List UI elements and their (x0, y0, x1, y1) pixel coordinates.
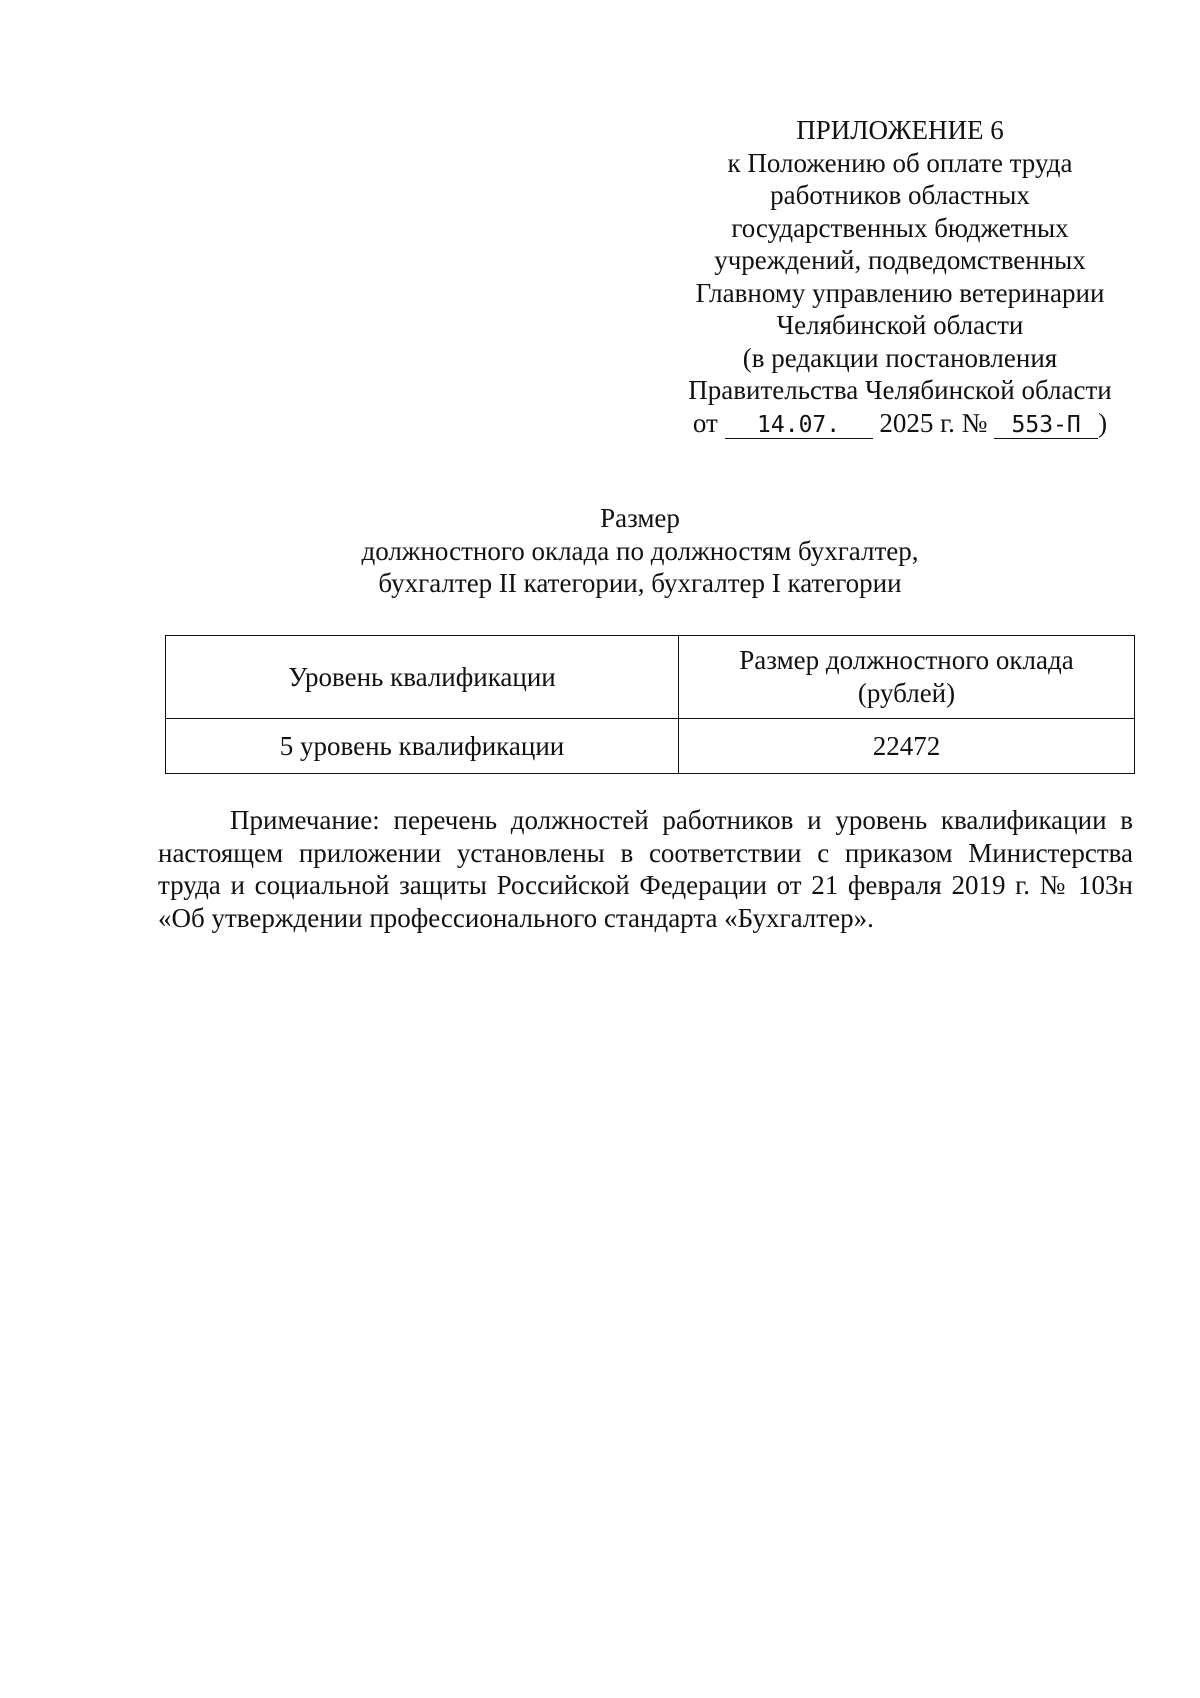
appendix-title: ПРИЛОЖЕНИЕ 6 (796, 115, 1004, 145)
appendix-line: Правительства Челябинской области (688, 375, 1112, 405)
header-salary-unit: (рублей) (857, 678, 956, 708)
header-qualification-level: Уровень квалификации (166, 636, 679, 719)
appendix-line: Челябинской области (776, 310, 1024, 340)
document-title (200, 502, 1080, 600)
appendix-line: (в редакции постановления (742, 342, 1058, 373)
header-salary (679, 636, 1135, 719)
table-header-row (166, 636, 1135, 719)
appendix-line: учреждений, подведомственных (714, 245, 1086, 275)
title-line: должностного оклада по должностям бухгалтер, (361, 535, 919, 566)
decree-date-line (660, 407, 1140, 440)
table-row (166, 719, 1135, 774)
cell-qualification-level: 5 уровень квалификации (166, 719, 679, 774)
appendix-line: работников областных (770, 180, 1030, 210)
salary-table (165, 635, 1135, 774)
appendix-line: государственных бюджетных (731, 212, 1069, 243)
date-prefix: от (692, 407, 718, 438)
note-paragraph: Примечание: перечень должностей работников и уровень квалификации в настоящем приложении установлены в соответствии с приказом Министерства труда и социальной защиты Российской Федерации от 21 февраля 2019 г. № 103н «Об утверждении профессионального стандарта «Бухгалтер». (158, 805, 1133, 933)
appendix-line: к Положению об оплате труда (727, 147, 1073, 178)
decree-year: 2025 г. № (879, 407, 988, 438)
decree-number: 553-П (994, 412, 1098, 439)
closing-paren: ) (1098, 407, 1108, 438)
title-line: Размер (600, 503, 680, 533)
decree-date: 14.07. (725, 412, 873, 439)
cell-salary: 22472 (679, 719, 1135, 774)
title-line: бухгалтер II категории, бухгалтер I категории (378, 568, 902, 598)
appendix-header (660, 114, 1140, 439)
appendix-line: Главному управлению ветеринарии (695, 277, 1105, 308)
header-salary-line: Размер должностного оклада (739, 645, 1074, 675)
